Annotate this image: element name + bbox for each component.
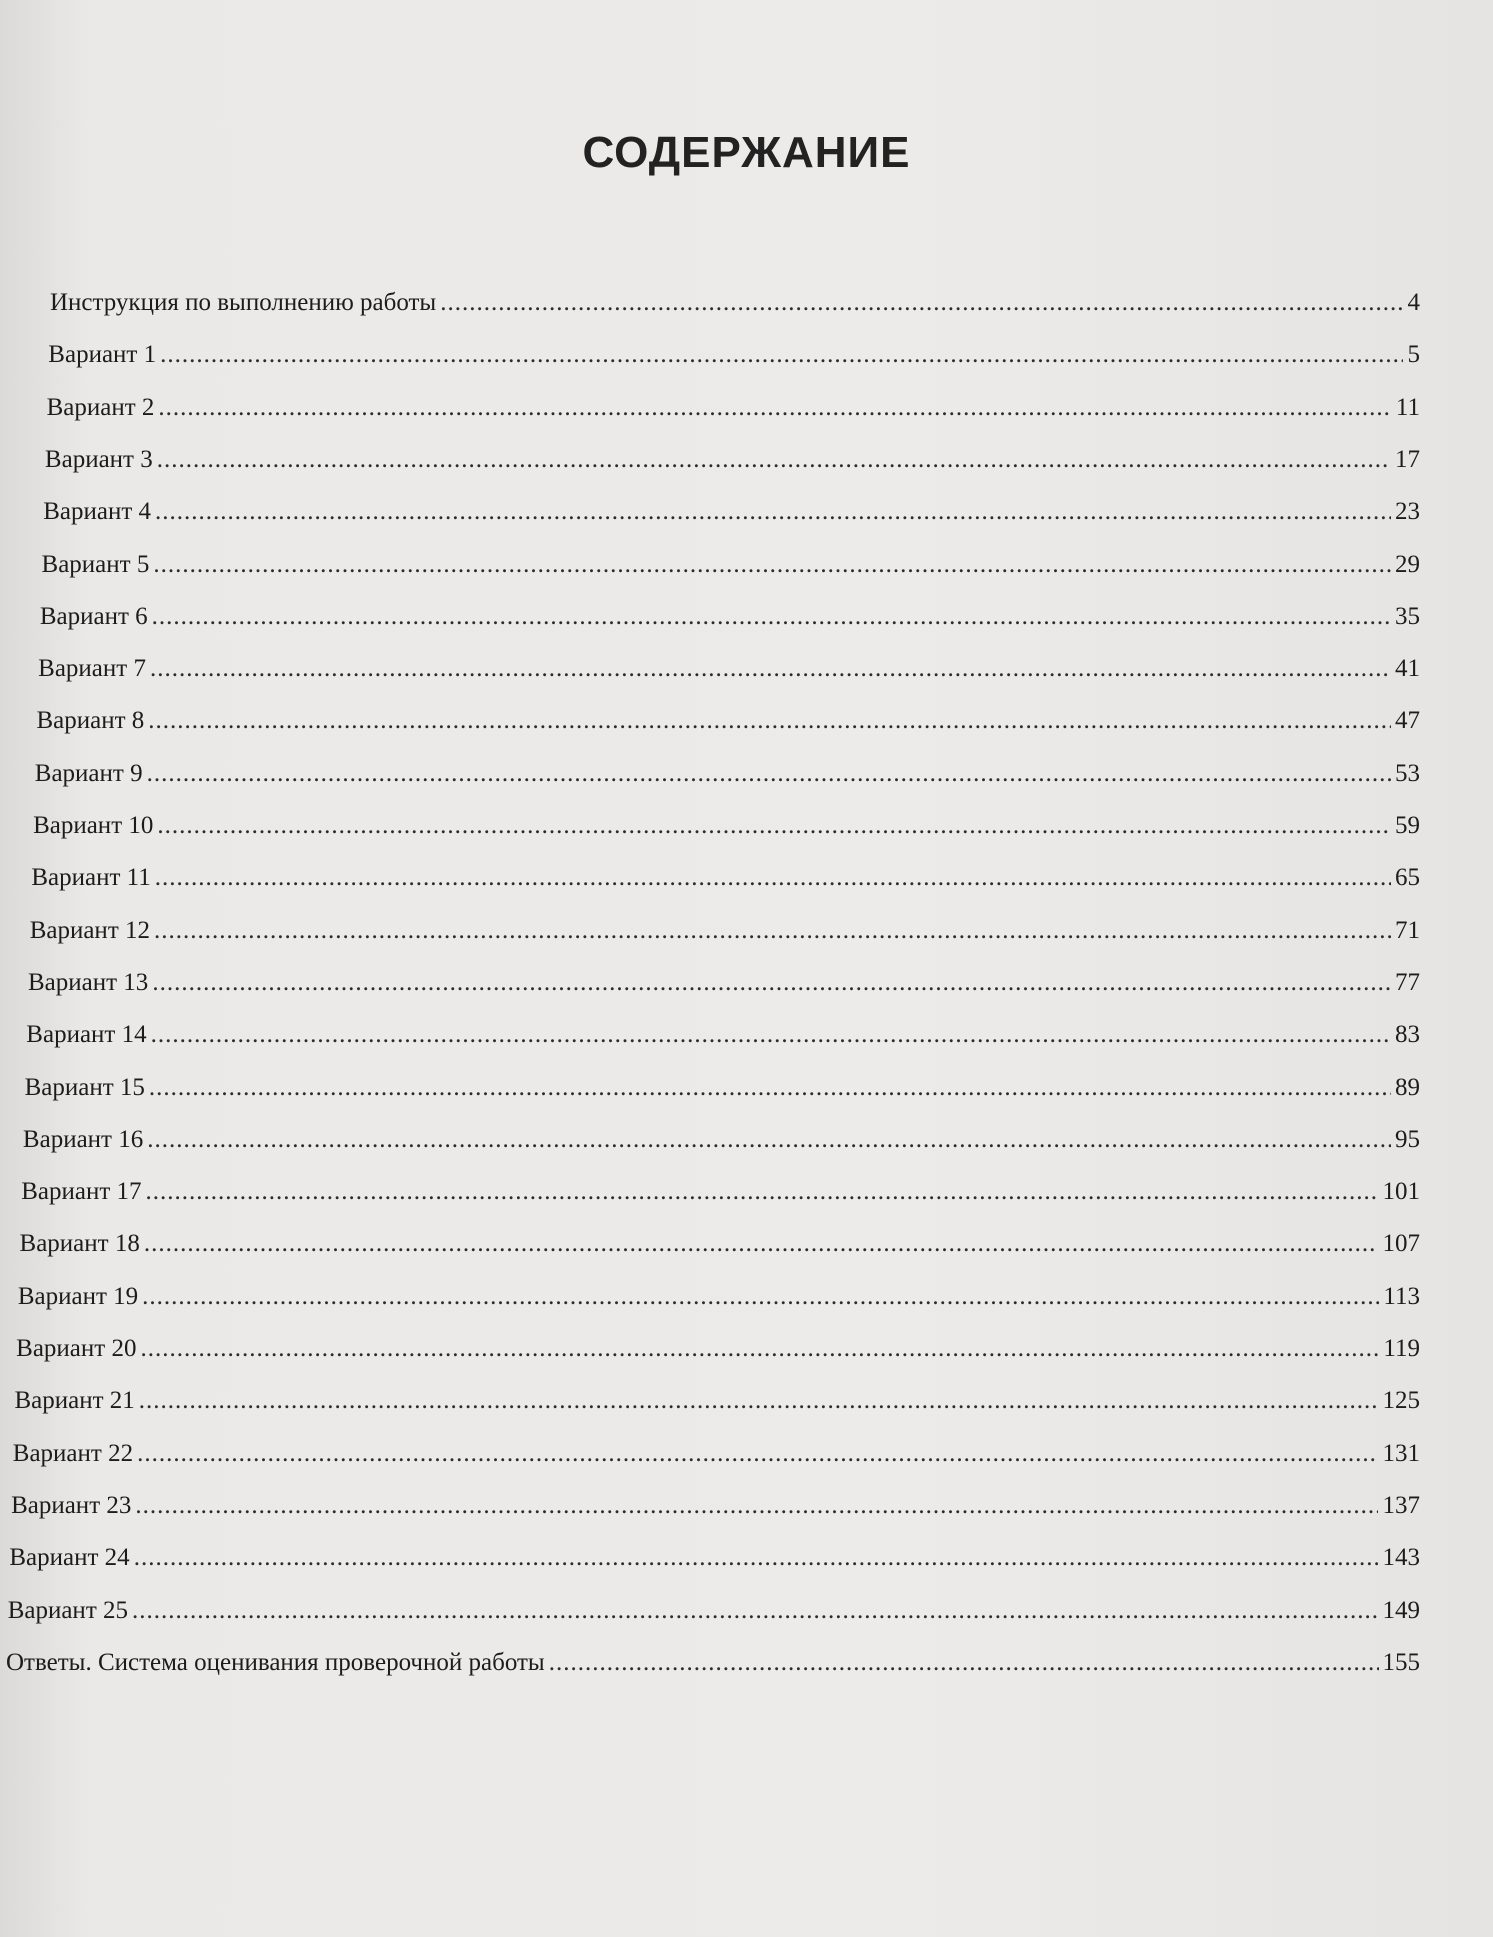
toc-entry-label: Вариант 8 (36, 707, 145, 735)
dot-leader (139, 1386, 1379, 1416)
toc-entry-label: Вариант 13 (28, 968, 149, 996)
toc-entry-page-number: 71 (1394, 916, 1420, 944)
toc-entry-variant (16, 1334, 1420, 1364)
toc-entry-label: Вариант 11 (31, 864, 151, 892)
toc-entry-label: Вариант 17 (21, 1178, 142, 1206)
toc-entry-page-number: 149 (1382, 1596, 1420, 1624)
dot-leader (147, 1125, 1391, 1155)
toc-entry-page-number: 47 (1394, 707, 1420, 735)
toc-entry-variant (35, 759, 1420, 789)
dot-leader (158, 393, 1391, 423)
toc-entry-page-number: 23 (1394, 498, 1420, 526)
dot-leader (134, 1543, 1379, 1573)
toc-entry-label: Вариант 9 (34, 759, 143, 787)
toc-entry-variant (38, 654, 1420, 684)
toc-entry-page-number: 41 (1394, 655, 1420, 683)
toc-entry-variant (25, 1073, 1420, 1103)
toc-entry-label: Вариант 23 (11, 1491, 132, 1519)
toc-entry-variant (11, 1491, 1420, 1521)
toc-entry-label: Вариант 24 (9, 1544, 130, 1572)
toc-entry-label: Вариант 18 (19, 1230, 140, 1258)
toc-entry-label: Вариант 14 (26, 1021, 147, 1049)
toc-entry-page-number: 59 (1394, 812, 1420, 839)
dot-leader (137, 1439, 1378, 1469)
toc-entry-variant (47, 393, 1420, 423)
toc-entry-page-number: 95 (1394, 1125, 1420, 1153)
toc-entry-page-number: 137 (1382, 1491, 1420, 1519)
toc-entry-page-number: 29 (1394, 550, 1420, 578)
toc-entry-label: Вариант 6 (39, 602, 148, 630)
toc-entry-label: Вариант 1 (48, 341, 157, 369)
toc-entry-variant (18, 1282, 1420, 1312)
toc-entry-page-number: 113 (1383, 1282, 1420, 1310)
dot-leader (152, 968, 1391, 998)
toc-entry-label: Вариант 10 (33, 812, 154, 839)
toc-entry-label: Вариант 20 (16, 1335, 137, 1362)
dot-leader (155, 863, 1391, 893)
toc-entry-label: Вариант 19 (17, 1282, 139, 1310)
dot-leader (146, 1177, 1379, 1207)
toc-entry-label: Вариант 25 (7, 1596, 128, 1624)
toc-entry-variant (28, 968, 1420, 998)
toc-entry-page-number: 131 (1382, 1439, 1420, 1467)
dot-leader (154, 916, 1391, 946)
table-of-contents (0, 288, 1493, 1688)
toc-entry-variant (9, 1543, 1420, 1573)
toc-entry-label: Вариант 5 (41, 550, 150, 578)
toc-entry-page-number: 77 (1395, 968, 1420, 996)
toc-entry-variant (23, 1125, 1420, 1155)
toc-entry-variant (20, 1229, 1420, 1259)
toc-entry-page-number: 11 (1395, 393, 1420, 421)
toc-entry-variant (42, 550, 1420, 580)
toc-entry-variant (30, 916, 1420, 946)
dot-leader (150, 654, 1391, 684)
dot-leader (152, 602, 1391, 632)
dot-leader (153, 550, 1391, 580)
toc-entry-page-number: 5 (1407, 341, 1420, 369)
toc-entry-label: Вариант 21 (14, 1387, 135, 1415)
dot-leader (157, 445, 1391, 475)
dot-leader (155, 497, 1391, 527)
toc-entry-label: Вариант 7 (38, 655, 146, 683)
dot-leader (135, 1491, 1378, 1521)
dot-leader (147, 759, 1391, 789)
toc-entry-variant (43, 497, 1420, 527)
toc-entry-page-number: 155 (1382, 1648, 1420, 1676)
toc-entry-variant (33, 811, 1420, 841)
toc-entry-label: Вариант 22 (12, 1439, 134, 1467)
toc-entry-page-number: 4 (1407, 289, 1420, 316)
toc-entry-label: Инструкция по выполнению работы (50, 289, 437, 316)
toc-entry-variant (8, 1596, 1420, 1626)
dot-leader (160, 340, 1403, 370)
toc-entry-label: Вариант 15 (24, 1073, 145, 1101)
toc-entry-answers (6, 1648, 1420, 1678)
toc-entry-label: Вариант 3 (44, 445, 153, 473)
dot-leader (140, 1334, 1379, 1364)
toc-entry-instructions (50, 288, 1420, 318)
dot-leader (144, 1229, 1379, 1259)
toc-entry-page-number: 101 (1382, 1178, 1420, 1206)
toc-entry-page-number: 107 (1382, 1230, 1420, 1258)
toc-entry-page-number: 17 (1394, 445, 1420, 473)
toc-entry-variant (13, 1439, 1420, 1469)
toc-entry-variant (14, 1386, 1420, 1416)
toc-entry-variant (40, 602, 1420, 632)
dot-leader (151, 1020, 1391, 1050)
dot-leader (549, 1648, 1379, 1678)
toc-entry-label: Вариант 12 (29, 916, 150, 944)
dot-leader (132, 1596, 1378, 1626)
toc-entry-page-number: 53 (1394, 759, 1420, 787)
toc-entry-label: Ответы. Система оценивания проверочной работы (6, 1648, 545, 1676)
toc-entry-variant (36, 706, 1420, 736)
toc-entry-label: Вариант 4 (43, 498, 152, 526)
toc-entry-variant (31, 863, 1420, 893)
toc-entry-label: Вариант 16 (22, 1125, 144, 1153)
toc-entry-page-number: 125 (1382, 1387, 1420, 1415)
toc-entry-variant (26, 1020, 1420, 1050)
dot-leader (157, 811, 1391, 841)
toc-entry-page-number: 65 (1394, 864, 1420, 892)
dot-leader (440, 288, 1403, 318)
toc-entry-page-number: 119 (1383, 1335, 1420, 1362)
toc-entry-variant (48, 340, 1420, 370)
dot-leader (142, 1282, 1379, 1312)
dot-leader (148, 706, 1391, 736)
toc-entry-page-number: 35 (1394, 602, 1420, 630)
toc-entry-variant (21, 1177, 1420, 1207)
toc-entry-variant (45, 445, 1420, 475)
dot-leader (149, 1073, 1391, 1103)
toc-entry-page-number: 83 (1394, 1021, 1420, 1049)
toc-entry-page-number: 143 (1382, 1544, 1420, 1572)
toc-entry-page-number: 89 (1394, 1073, 1420, 1101)
toc-entry-label: Вариант 2 (46, 393, 155, 421)
page-title: СОДЕРЖАНИЕ (582, 128, 911, 177)
